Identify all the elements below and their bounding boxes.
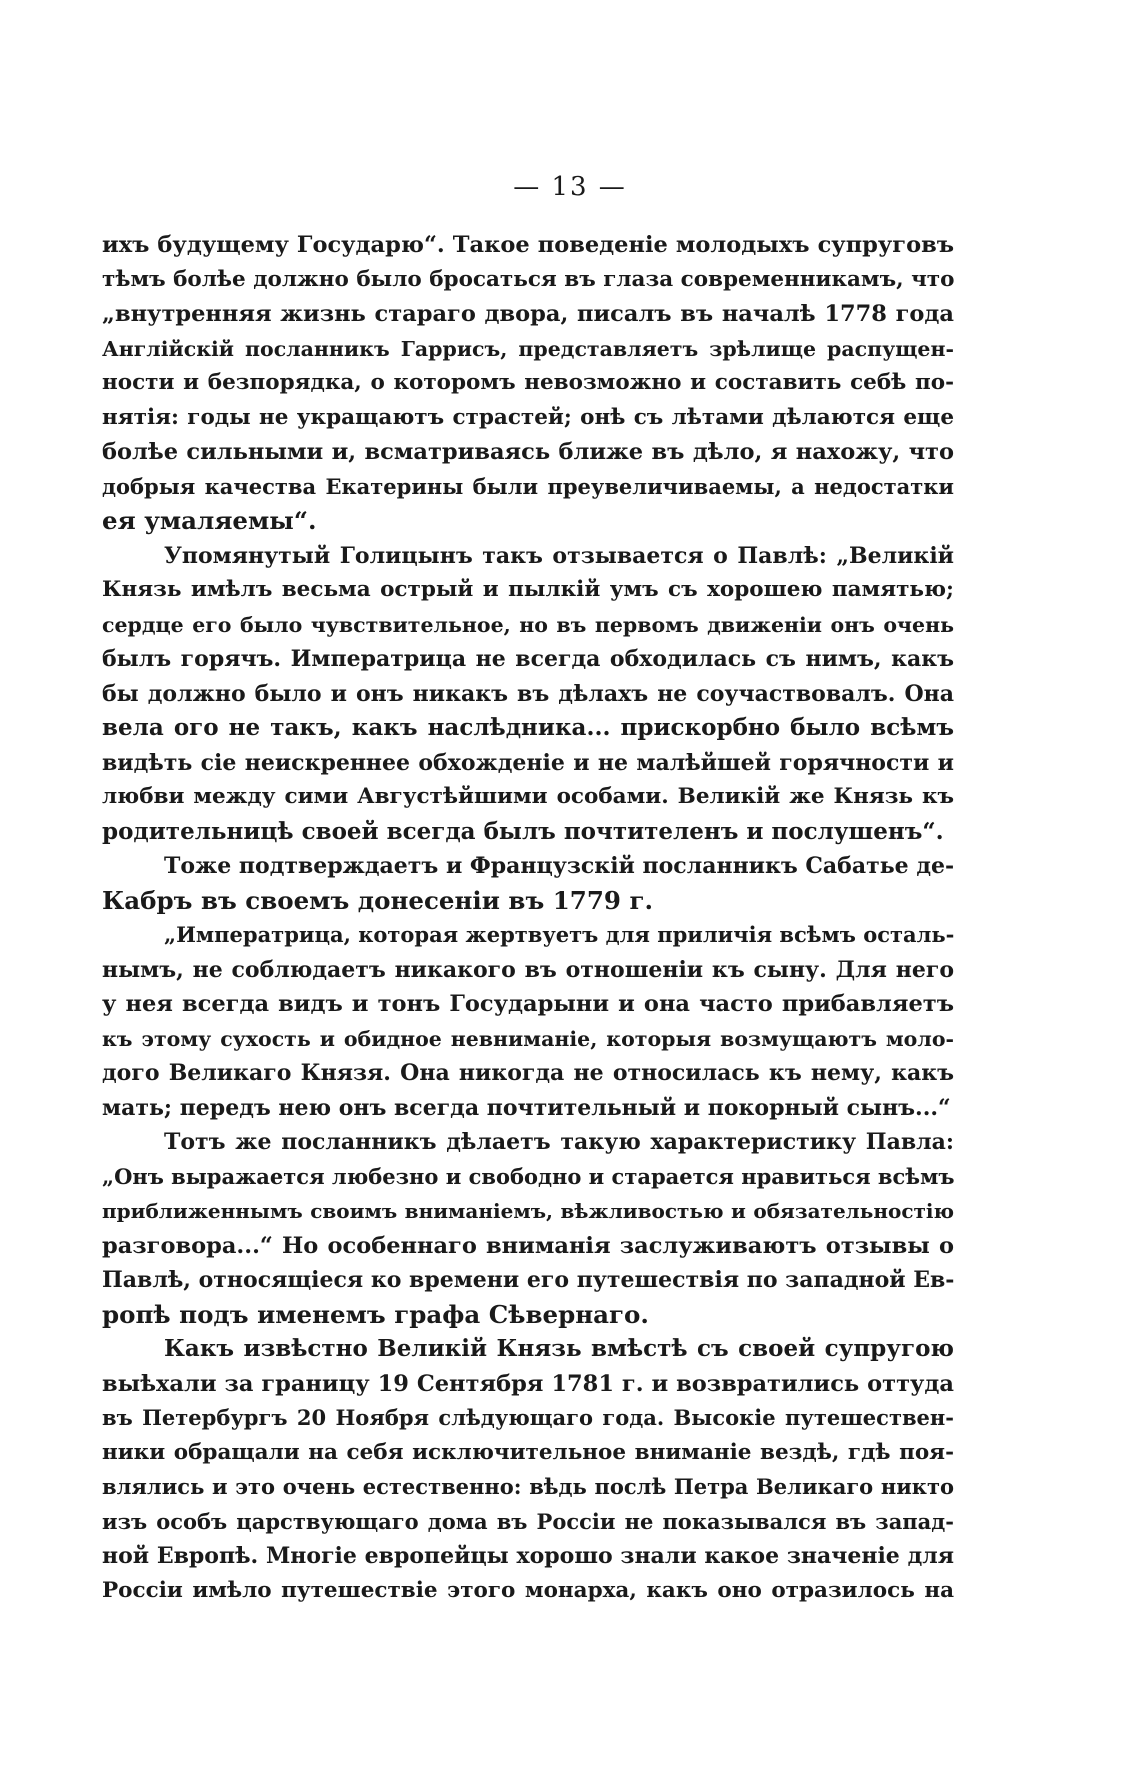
text-line: изъ особъ царствующаго дома въ Россіи не показывался въ запад-: [102, 1508, 954, 1534]
body-text: [102, 228, 954, 1608]
text-line: ной Европѣ. Многіе европейцы хорошо знали какое значеніе для: [102, 1543, 954, 1569]
text-line: ропѣ подъ именемъ графа Сѣвернаго.: [102, 1299, 649, 1329]
text-line: видѣть сіе неискреннее обхожденіе и не малѣйшей горячности и: [102, 749, 954, 776]
text-line: нымъ, не соблюдаетъ никакого въ отношеніи къ сыну. Для него: [102, 956, 954, 983]
text-line: „Императрица, которая жертвуетъ для приличія всѣмъ осталь-: [164, 922, 955, 947]
page-number: — 13 —: [513, 172, 627, 202]
text-line: ея умаляемы“.: [102, 506, 317, 535]
text-line: ности и безпорядка, о которомъ невозможно и составить себѣ по-: [102, 370, 954, 395]
text-line: Россіи имѣло путешествіе этого монарха, какъ оно отразилось на: [102, 1577, 954, 1603]
text-line: Какъ извѣстно Великій Князь вмѣстѣ съ своей супругою: [164, 1335, 954, 1362]
text-line: ихъ будущему Государю“. Такое поведеніе молодыхъ супруговъ: [102, 232, 954, 258]
text-line: тѣмъ болѣе должно было бросаться въ глаза современникамъ, что: [102, 266, 955, 292]
text-line: Князь имѣлъ весьма острый и пылкій умъ съ хорошею памятью;: [102, 577, 954, 602]
text-line: Павлѣ, относящіеся ко времени его путешествія по западной Ев-: [102, 1267, 955, 1293]
text-line: „Онъ выражается любезно и свободно и старается нравиться всѣмъ: [102, 1163, 955, 1189]
text-line: ники обращали на себя исключительное вниманіе вездѣ, гдѣ поя-: [102, 1439, 954, 1465]
text-line: дого Великаго Князя. Она никогда не относилась къ нему, какъ: [102, 1060, 954, 1086]
text-line: сердце его было чувствительное, но въ первомъ движеніи онъ очень: [102, 612, 954, 637]
text-line: родительницѣ своей всегда былъ почтителенъ и послушенъ“.: [102, 817, 944, 845]
text-line: Тоже подтверждаетъ и Французскій посланникъ Сабатье де-: [164, 853, 955, 879]
text-line: болѣе сильными и, всматриваясь ближе въ дѣло, я нахожу, что: [102, 439, 954, 465]
text-line: вела ого не такъ, какъ наслѣдника... прискорбно было всѣмъ: [102, 714, 954, 741]
text-line: Упомянутый Голицынъ такъ отзывается о Павлѣ: „Великій: [164, 542, 954, 569]
text-line: разговора...“ Но особеннаго вниманія заслуживаютъ отзывы о: [102, 1232, 954, 1259]
text-line: влялись и это очень естественно: вѣдь послѣ Петра Великаго никто: [102, 1474, 954, 1499]
text-line: любви между сими Августѣйшими особами. Великій же Князь къ: [102, 784, 954, 809]
text-line: добрыя качества Екатерины были преувеличиваемы, а недостатки: [102, 473, 954, 499]
text-line: Тотъ же посланникъ дѣлаетъ такую характеристику Павла:: [164, 1129, 954, 1155]
text-line: въ Петербургъ 20 Ноября слѣдующаго года. Высокіе путешествен-: [102, 1405, 954, 1430]
text-line: къ этому сухость и обидное невниманіе, которыя возмущаютъ моло-: [102, 1026, 954, 1051]
text-line: приближеннымъ своимъ вниманіемъ, вѣжливостью и обязательностію: [102, 1199, 954, 1223]
text-line: Англійскій посланникъ Гаррисъ, представляетъ зрѣлище распущен-: [102, 336, 954, 361]
text-line: Кабръ въ своемъ донесеніи въ 1779 г.: [102, 885, 654, 915]
text-line: бы должно было и онъ никакъ въ дѣлахъ не соучаствовалъ. Она: [102, 680, 954, 707]
text-line: былъ горячъ. Императрица не всегда обходилась съ нимъ, какъ: [102, 646, 954, 672]
text-line: нятія: годы не укращаютъ страстей; онѣ съ лѣтами дѣлаются еще: [102, 404, 954, 430]
text-line: выѣхали за границу 19 Сентября 1781 г. и возвратились оттуда: [102, 1370, 954, 1397]
text-line: „внутренняя жизнь стараго двора, писалъ въ началѣ 1778 года: [102, 301, 954, 327]
text-line: мать; передъ нею онъ всегда почтительный и покорный сынъ...“: [102, 1094, 951, 1121]
text-line: у нея всегда видъ и тонъ Государыни и она часто прибавляетъ: [102, 991, 954, 1017]
